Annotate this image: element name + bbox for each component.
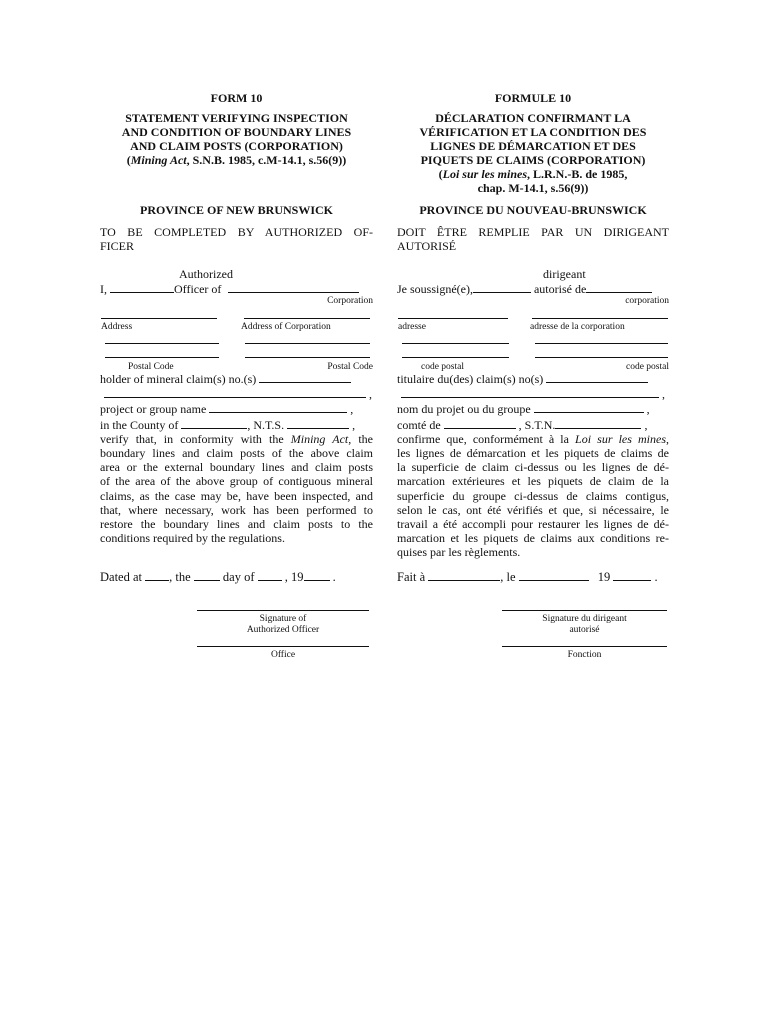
- claim-numbers-field[interactable]: [259, 371, 351, 383]
- corporation-caption-en: Corporation: [327, 296, 373, 306]
- form-title-fr-line: DÉCLARATION CONFIRMANT LA: [435, 111, 631, 125]
- signature-caption-fr: Signature du dirigeant autorisé: [542, 614, 627, 635]
- corp-address-line-field[interactable]: [244, 318, 370, 319]
- officer-name-field[interactable]: [110, 281, 174, 293]
- corp-postal-code-field-fr[interactable]: [535, 357, 668, 358]
- project-name-field-fr[interactable]: [534, 401, 644, 413]
- corp-postal-code-caption-en: Postal Code: [327, 362, 373, 372]
- form-title-en-line: STATEMENT VERIFYING INSPECTION: [125, 111, 348, 125]
- fonction-field-fr[interactable]: [502, 646, 667, 647]
- officer-name-field-fr[interactable]: [473, 281, 531, 293]
- corp-address-caption-fr: adresse de la corporation: [530, 322, 625, 332]
- office-caption-en: Office: [270, 650, 296, 660]
- officer-line-en: I, Officer of: [100, 281, 359, 296]
- claim-numbers-field-2[interactable]: [104, 386, 366, 398]
- date-field-fr[interactable]: [519, 569, 589, 581]
- corp-address-caption-en: Address of Corporation: [241, 322, 331, 332]
- address-caption-fr: adresse: [398, 322, 426, 332]
- claim-numbers-field-fr[interactable]: [546, 371, 648, 383]
- corp-address-line-field-fr[interactable]: [532, 318, 668, 319]
- project-name-field[interactable]: [209, 401, 347, 413]
- place-field[interactable]: [145, 569, 169, 581]
- corp-address-line-field-fr[interactable]: [535, 343, 668, 344]
- county-field-fr[interactable]: [444, 417, 516, 429]
- dated-line-fr: Fait à , le 19 .: [397, 570, 658, 584]
- postal-code-caption-en: Postal Code: [128, 362, 174, 372]
- day-field[interactable]: [194, 569, 220, 581]
- county-field[interactable]: [181, 417, 247, 429]
- corp-postal-code-caption-fr: code postal: [625, 362, 669, 372]
- form-title-fr-citation: (Loi sur les mines, L.R.N.-B. de 1985,: [438, 167, 628, 181]
- form-title-fr-line: LIGNES DE DÉMARCATION ET DES: [430, 139, 636, 153]
- corp-postal-code-field[interactable]: [245, 357, 370, 358]
- year-field[interactable]: [304, 569, 330, 581]
- form-title-fr-line: VÉRIFICATION ET LA CONDITION DES: [419, 125, 647, 139]
- fonction-caption-fr: Fonction: [567, 650, 602, 660]
- office-field-en[interactable]: [197, 646, 369, 647]
- form-title-en: [100, 111, 373, 167]
- stn-field[interactable]: [555, 417, 641, 429]
- act-name-en: Mining Act: [130, 153, 187, 167]
- nts-field[interactable]: [287, 417, 349, 429]
- corporation-field-fr[interactable]: [586, 281, 652, 293]
- completion-instruction-en: TO BE COMPLETED BY AUTHORIZED OF- FICER: [100, 225, 373, 253]
- address-caption-en: Address: [101, 322, 133, 332]
- place-field-fr[interactable]: [428, 569, 500, 581]
- address-line-field[interactable]: [105, 343, 219, 344]
- province-heading-en: PROVINCE OF NEW BRUNSWICK: [139, 203, 334, 217]
- act-name-fr: Loi sur les mines: [442, 167, 527, 181]
- province-heading-fr: PROVINCE DU NOUVEAU-BRUNSWICK: [419, 203, 647, 217]
- officer-line-fr: Je soussigné(e), autorisé de: [397, 281, 652, 296]
- corporation-field[interactable]: [228, 281, 359, 293]
- form-number-fr: FORMULE 10: [494, 91, 572, 105]
- month-field[interactable]: [258, 569, 282, 581]
- form-title-fr: [397, 111, 669, 195]
- postal-code-caption-fr: code postal: [421, 362, 465, 372]
- form-title-fr-line: PIQUETS DE CLAIMS (CORPORATION): [420, 153, 646, 167]
- corp-address-line-field[interactable]: [245, 343, 370, 344]
- address-line-field-fr[interactable]: [398, 318, 508, 319]
- year-field-fr[interactable]: [613, 569, 651, 581]
- form-title-en-line: AND CLAIM POSTS (CORPORATION): [130, 139, 343, 153]
- postal-code-field[interactable]: [105, 357, 219, 358]
- signature-field-en[interactable]: [197, 610, 369, 611]
- authorized-label-en: Authorized: [179, 267, 233, 281]
- corporation-caption-fr: corporation: [625, 296, 669, 306]
- statement-body-en: holder of mineral claim(s) no.(s) , project or group name , in the County of , N.T.S. , verify that, in conformity with the Mining Act, the boundary lines and claim posts of the above claim area or the external boundary lines and claim posts of the area of the above group of contiguous mineral claims, as the case may be, have been inspected, and that, where necessary, work has been performed to restore the boundary lines and claim posts to the conditions required by the regulations.: [100, 372, 373, 546]
- statement-body-fr: titulaire du(des) claim(s) no(s) , nom du projet ou du groupe , comté de , S.T.N. , confirme que, conformément à la Loi sur les mines, les lignes de démarcation et les piquets de claims de la superficie de claim ci-dessus ou les lignes de dé- marcation extérieures et les piquets de claim de la superficie du groupe ci-dessus de claims contigus, selon le cas, ont été vérifiés et que, si nécessaire, le travail a été accompli pour restaurer les lignes de dé- marcation et les piquets de claims aux conditions re- quises par les règlements.: [397, 372, 669, 560]
- completion-instruction-fr: DOIT ÊTRE REMPLIE PAR UN DIRIGEANT AUTORISÉ: [397, 225, 669, 253]
- claim-numbers-field-fr-2[interactable]: [401, 386, 659, 398]
- signature-field-fr[interactable]: [502, 610, 667, 611]
- form-title-en-line: AND CONDITION OF BOUNDARY LINES: [121, 125, 352, 139]
- dated-line-en: Dated at , the day of , 19 .: [100, 570, 336, 584]
- address-line-field-fr[interactable]: [402, 343, 509, 344]
- postal-code-field-fr[interactable]: [402, 357, 509, 358]
- signature-caption-en: Signature of Authorized Officer: [246, 614, 320, 635]
- form-title-en-citation: (Mining Act, S.N.B. 1985, c.M-14.1, s.56(9)): [126, 153, 347, 167]
- form-title-fr-citation-2: chap. M-14.1, s.56(9)): [477, 181, 589, 195]
- address-line-field[interactable]: [101, 318, 217, 319]
- dirigeant-label-fr: dirigeant: [543, 267, 586, 281]
- form-number-en: FORM 10: [210, 91, 263, 105]
